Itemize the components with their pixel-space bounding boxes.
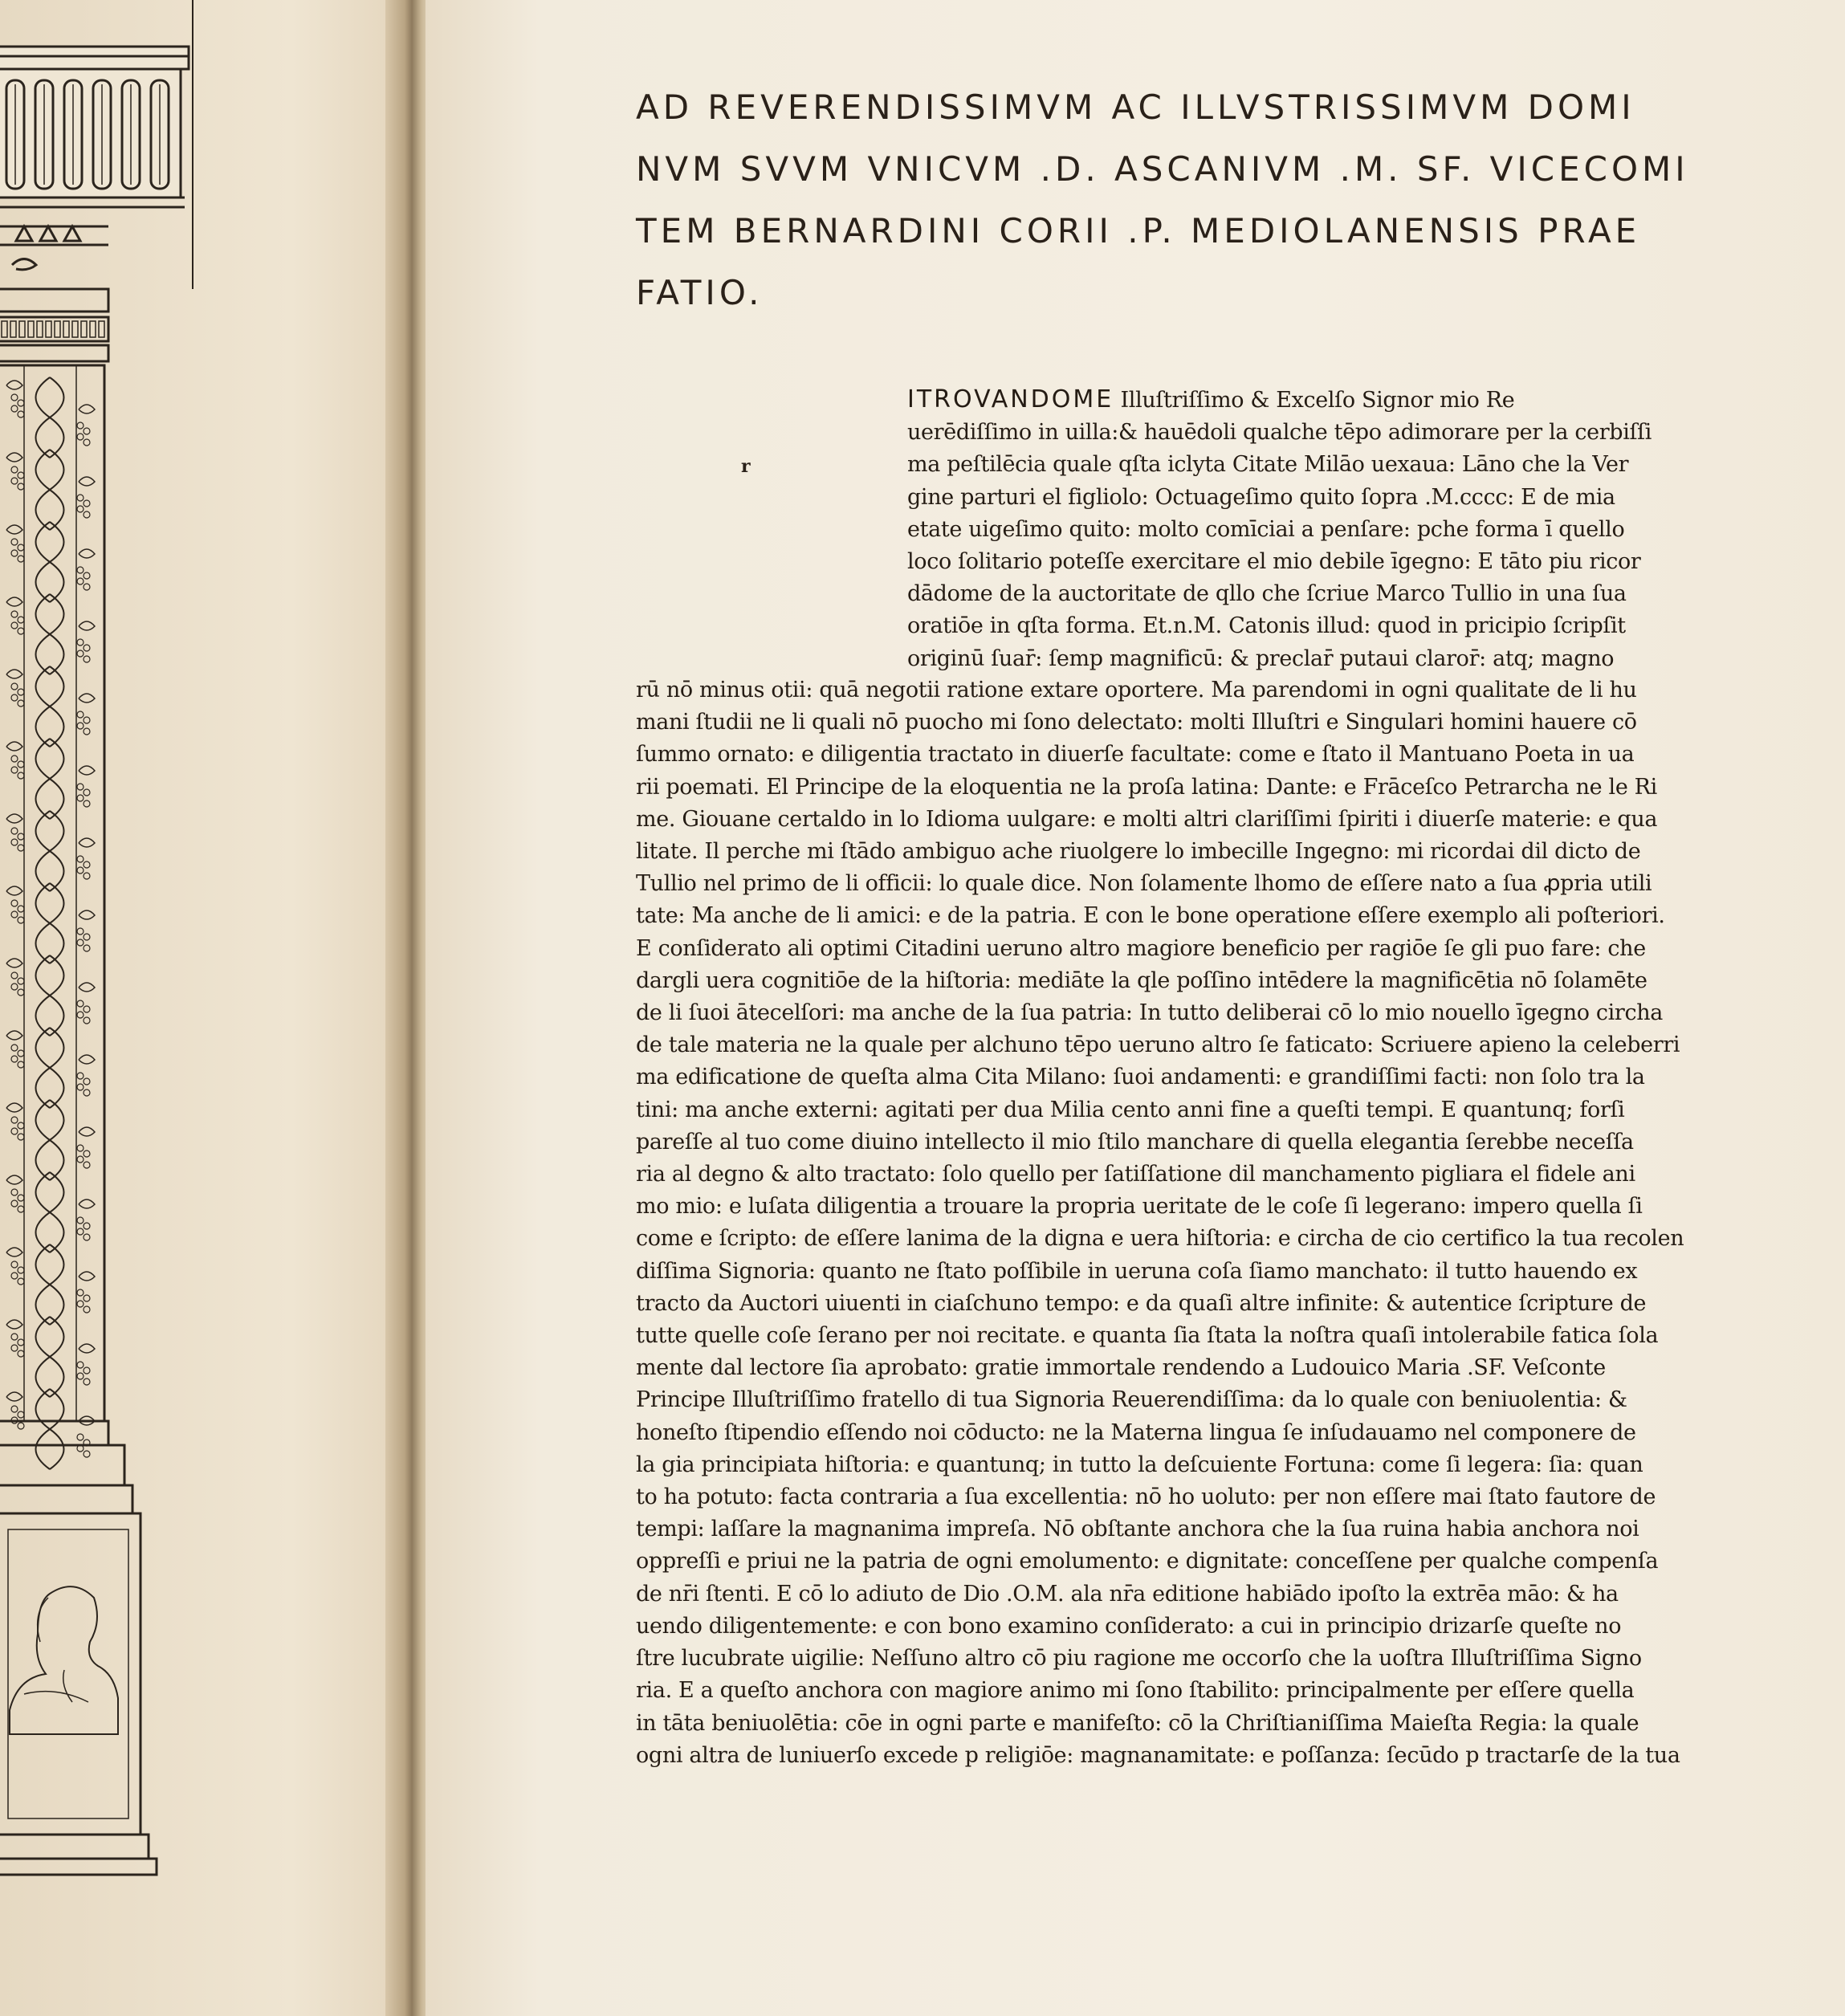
text-line: E conſiderato ali optimi Citadini ueruno altro magiore beneficio per ragiōe ſe gli puo fare: che: [636, 935, 1646, 961]
text-line: ma peſtilēcia quale qſta iclyta Citate Milāo uexaua: Lāno che la Ver: [907, 452, 1629, 478]
text-line: come e ſcripto: de eſſere lanima de la digna e uera hiſtoria: e circha de cio certifico la tua recolen: [636, 1226, 1684, 1252]
text-line: uerēdiſſimo in uilla:& hauēdoli qualche tēpo adimorare per la cerbiſſi: [907, 420, 1652, 446]
text-line: to ha potuto: facta contraria a ſua excellentia: nō ho uoluto: per non eſſere mai ſtato fautore de: [636, 1485, 1656, 1510]
text-line: uendo diligentemente: e con bono examino conſiderato: a cui in principio drizarſe queſte no: [636, 1613, 1622, 1639]
text-line: me. Giouane certaldo in lo Idioma uulgare: e molti altri clariſſimi ſpiriti i diuerſe materie: e qua: [636, 806, 1658, 832]
text-line: rii poemati. El Principe de la eloquentia ne la proſa latina: Dante: e Frāceſco Petrarcha ne le Ri: [636, 774, 1657, 800]
heading-line-2: NVM SVVM VNICVM .D. ASCANIVM .M. SF. VICECOMI: [636, 149, 1689, 189]
text-line: Tullio nel primo de li officii: lo quale dice. Non ſolamente lhomo de eſſere nato a ſua ꝓpria utili: [636, 871, 1652, 897]
preface-heading: [636, 76, 1728, 324]
text-line: ria al degno & alto tractato: ſolo quello per ſatiſſatione dil manchamento pigliara el fidele ani: [636, 1162, 1635, 1187]
guide-letter: r: [741, 456, 751, 477]
text-line: de li ſuoi ātecelſori: ma anche de la ſua patria: In tutto deliberai cō lo mio nouello īgegno circha: [636, 1000, 1664, 1026]
text-line: oratiōe in qſta forma. Et.n.M. Catonis illud: quod in pricipio ſcripſit: [907, 613, 1626, 639]
text-line: gine parturi el figliolo: Octuageſimo quito ſopra .M.cccc: E de mia: [907, 484, 1615, 510]
opening-word: ITROVANDOME: [907, 385, 1114, 413]
text-line: ma edificatione de queſta alma Cita Milano: ſuoi andamenti: e grandiſſimi facti: non ſolo tra la: [636, 1065, 1645, 1090]
heading-line-3: TEM BERNARDINI CORII .P. MEDIOLANENSIS PRAE: [636, 211, 1641, 250]
text-line: Principe Illuſtriſſimo fratello di tua Signoria Reuerendiſſima: da lo quale con beniuolentia: &: [636, 1387, 1627, 1413]
right-page: [426, 0, 1845, 2016]
text-line: tutte quelle coſe ſerano per noi recitate. e quanta ſia ſtata la noſtra quaſi intolerabile fatica ſola: [636, 1323, 1659, 1349]
text-line: etate uigeſimo quito: molto comīciai a penſare: pche forma ī quello: [907, 516, 1625, 542]
text-line: ſtre lucubrate uigilie: Neſſuno altro cō piu ragione me occorſo che la uoſtra Illuſtriſſima Signo: [636, 1646, 1642, 1672]
text-line: pareſſe al tuo come diuino intellecto il mio ſtilo manchare di quella elegantia ſerebbe neceſſa: [636, 1129, 1634, 1155]
text-line: la gia principiata hiſtoria: e quantunq; in tutto la deſcuiente Fortuna: come ſi legera: ſia: quan: [636, 1452, 1643, 1477]
text-line: de nr̄i ſtenti. E cō lo adiuto de Dio .O.M. ala nr̄a editione habiādo ipoſto la extrēa māo: & ha: [636, 1581, 1619, 1607]
text-line: ria. E a queſto anchora con magiore animo mi ſono ſtabilito: principalmente per eſſere quella: [636, 1678, 1635, 1704]
text-line: de tale materia ne la quale per alchuno tēpo ueruno altro ſe faticato: Scriuere apieno la celeberri: [636, 1032, 1680, 1058]
text-line: honeſto ſtipendio eſſendo noi cōducto: ne la Materna lingua ſe inſudauamo nel componere de: [636, 1419, 1636, 1445]
text-line: mo mio: e luſata diligentia a trouare la propria ueritate de le coſe ſi legerano: impero quella ſi: [636, 1194, 1643, 1220]
woodcut-column-illustration: [0, 0, 417, 2016]
text-line: mente dal lectore ſia aprobato: gratie immortale rendendo a Ludouico Maria .SF. Veſconte: [636, 1355, 1606, 1381]
text-line: oppreſſi e priui ne la patria de ogni emolumento: e dignitate: conceſſene per qualche compenſa: [636, 1549, 1659, 1574]
text-line: diſſima Signoria: quanto ne ſtato poſſibile in ueruna coſa ſiamo manchato: il tutto hauendo ex: [636, 1258, 1638, 1284]
text-line: originū ſuar̄: ſemp magnificū: & preclar̄ putaui claror̄: atq; magno: [907, 646, 1615, 671]
text-line: dargli uera cognitiōe de la hiſtoria: mediāte la qle poſſino intēdere la magnificētia nō ſolamēte: [636, 967, 1647, 993]
text-line: mani ſtudii ne li quali nō puocho mi ſono delectato: molti Illuſtri e Singulari homini hauere cō: [636, 710, 1637, 735]
heading-line-4: FATIO.: [636, 273, 764, 312]
body-text-full-width: [636, 674, 1840, 1772]
text-line: dādome de la auctoritate de qllo che ſcriue Marco Tullio in una ſua: [907, 581, 1627, 607]
text-line: tempi: laſſare la magnanima impreſa. Nō obſtante anchora che la ſua ruina habia anchora noi: [636, 1517, 1639, 1542]
text-line: tracto da Auctori uiuenti in ciaſchuno tempo: e da quaſi altre infinite: & autentice ſcripture de: [636, 1290, 1647, 1316]
text-line: in tāta beniuolētia: cōe in ogni parte e manifeſto: cō la Chriſtianiſſima Maieſta Regia: la quale: [636, 1710, 1639, 1736]
text-line: rū nō minus otii: quā negotii ratione extare oportere. Ma parendomi in ogni qualitate de li hu: [636, 678, 1637, 703]
text-line: ſummo ornato: e diligentia tractato in diuerſe facultate: come e ſtato il Mantuano Poeta in ua: [636, 742, 1635, 768]
text-line: litate. Il perche mi ſtādo ambiguo ache riuolgere lo imbecille Ingegno: mi ricordai dil dicto de: [636, 839, 1641, 865]
text-line: tate: Ma anche de li amici: e de la patria. E con le bone operatione eſſere exemplo ali poſteriori.: [636, 903, 1665, 929]
left-page-woodcut: [0, 0, 417, 2016]
text-line: loco ſolitario poteſſe exercitare el mio debile īgegno: E tāto piu ricor: [907, 549, 1641, 575]
body-text-indented: [907, 384, 1839, 675]
text-line: tini: ma anche externi: agitati per dua Milia cento anni fine a queſti tempi. E quantunq; forſi: [636, 1097, 1625, 1122]
text-line: ITROVANDOME Illuſtriſſimo & Excelſo Signor mio Re: [907, 385, 1515, 413]
heading-line-1: AD REVERENDISSIMVM AC ILLVSTRISSIMVM DOMI: [636, 88, 1635, 127]
text-line: ogni altra de luniuerſo excede p religiōe: magnanamitate: e poſſanza: ſecūdo p tractarſe de la tua: [636, 1742, 1680, 1768]
